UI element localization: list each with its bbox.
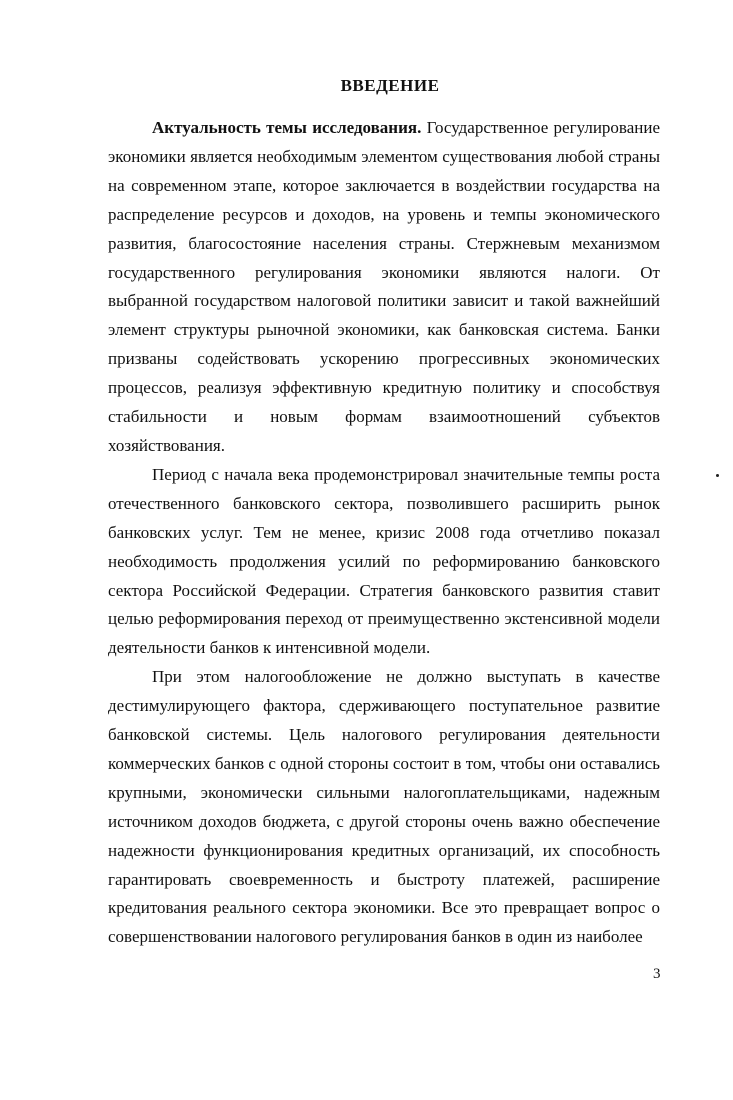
paragraph-tax-regulation [108, 663, 660, 952]
paragraph-text: Государственное регулирование экономики является необходимым элементом существования любой страны на современном этапе, которое заключается в воздействии государства на распределение ресурсов и доходов, на уровень и темпы экономического развития, благосостояние населения страны. Стержневым механизмом государственного регулирования экономики являются налоги. От выбранной государством налоговой политики зависит и такой важнейший элемент структуры рыночной экономики, как банковская система. Банки призваны содействовать ускорению прогрессивных экономических процессов, реализуя эффективную кредитную политику и способствуя стабильности и новым формам взаимоотношений субъектов хозяйствования. [108, 118, 660, 455]
scan-speck [716, 474, 719, 477]
body-text [108, 114, 660, 952]
paragraph-lead: Актуальность темы исследования. [152, 118, 422, 137]
page-number: 3 [653, 966, 661, 982]
paragraph-text: Период с начала века продемонстрировал значительные темпы роста отечественного банковского сектора, позволившего расширить рынок банковских услуг. Тем не менее, кризис 2008 года отчетливо показал необходимость продолжения усилий по реформированию банковского сектора Российской Федерации. Стратегия банковского развития ставит целью реформирования переход от преимущественно экстенсивной модели деятельности банков к интенсивной модели. [108, 464, 660, 658]
paragraph-text: При этом налогообложение не должно выступать в качестве дестимулирующего фактора, сдерживающего поступательное развитие банковской системы. Цель налогового регулирования деятельности коммерческих банков с одной стороны состоит в том, чтобы они оставались крупными, экономически сильными налогоплательщиками, надежным источником доходов бюджета, с другой стороны очень важно обеспечение надежности функционирования кредитных организаций, их способность гарантировать своевременность и быстроту платежей, расширение кредитования реального сектора экономики. Все это превращает вопрос о совершенствовании налогового регулирования банков в один из наиболее [108, 667, 660, 947]
paragraph-banking-sector [108, 461, 660, 663]
page-title: ВВЕДЕНИЕ [340, 76, 440, 95]
paragraph-relevance [108, 114, 660, 461]
